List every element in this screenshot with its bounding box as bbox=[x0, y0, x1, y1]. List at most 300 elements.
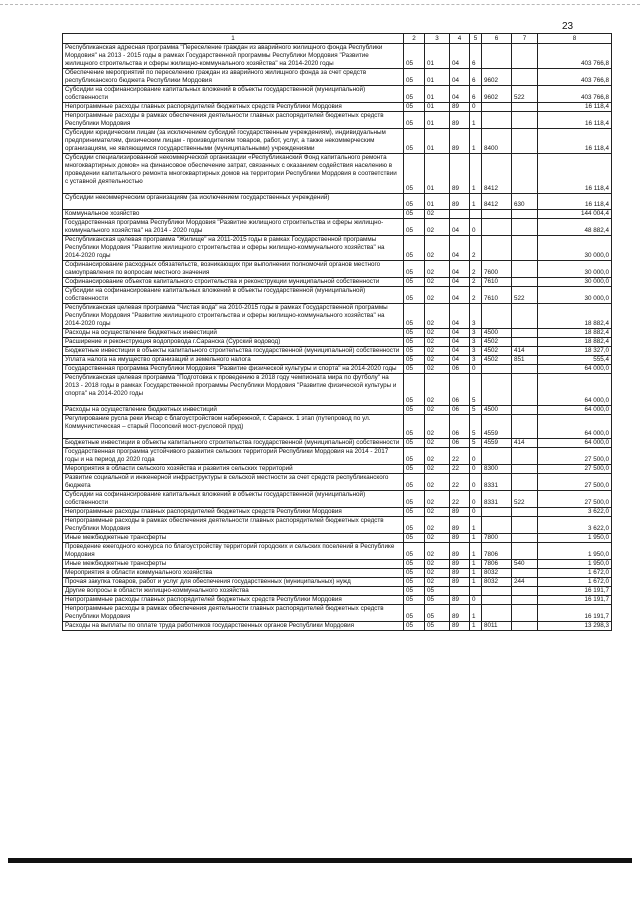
row-subprogram-code: 6 bbox=[470, 69, 482, 86]
row-target-article bbox=[482, 219, 512, 236]
row-program-code: 22 bbox=[450, 474, 470, 491]
row-target-article bbox=[482, 44, 512, 69]
table-row bbox=[63, 534, 612, 543]
row-subprogram-code: 1 bbox=[470, 112, 482, 129]
row-expense-type: 414 bbox=[512, 347, 538, 356]
table-row bbox=[63, 596, 612, 605]
row-program-code: 04 bbox=[450, 356, 470, 365]
row-program-code: 89 bbox=[450, 194, 470, 210]
row-amount: 16 118,4 bbox=[538, 112, 612, 129]
row-section-code: 05 bbox=[404, 261, 425, 278]
row-subprogram-code: 3 bbox=[470, 329, 482, 338]
table-row bbox=[63, 560, 612, 569]
row-expense-type bbox=[512, 304, 538, 329]
row-amount: 18 882,4 bbox=[538, 304, 612, 329]
row-amount: 64 000,0 bbox=[538, 415, 612, 439]
row-subsection-code: 01 bbox=[425, 129, 450, 154]
row-section-code: 05 bbox=[404, 439, 425, 448]
row-target-article bbox=[482, 304, 512, 329]
row-section-code: 05 bbox=[404, 112, 425, 129]
row-amount: 403 766,8 bbox=[538, 69, 612, 86]
row-program-code: 22 bbox=[450, 465, 470, 474]
row-amount: 16 118,4 bbox=[538, 154, 612, 194]
row-target-article: 8032 bbox=[482, 578, 512, 587]
row-section-code: 05 bbox=[404, 210, 425, 219]
row-expense-type bbox=[512, 543, 538, 560]
row-description: Коммунальное хозяйство bbox=[63, 210, 404, 219]
row-subsection-code: 01 bbox=[425, 44, 450, 69]
row-subsection-code: 01 bbox=[425, 194, 450, 210]
table-row bbox=[63, 374, 612, 406]
row-description: Государственная программа Республики Мордовия "Развитие жилищного строительства и сферы жилищно-коммунального хозяйства" на 2014 - 2020 годы bbox=[63, 219, 404, 236]
table-row bbox=[63, 219, 612, 236]
row-target-article: 8412 bbox=[482, 154, 512, 194]
row-subsection-code: 02 bbox=[425, 560, 450, 569]
table-row bbox=[63, 365, 612, 374]
row-description: Расходы на осуществление бюджетных инвестиций bbox=[63, 329, 404, 338]
row-subprogram-code: 2 bbox=[470, 236, 482, 261]
row-description: Республиканская целевая программа "Жилище" на 2011-2015 годы в рамках Государственной программы Республики Мордовия "Развитие жилищного строительства и сферы жилищно-коммунального хозяйства" на 2014-2020 годы bbox=[63, 236, 404, 261]
row-amount: 27 500,0 bbox=[538, 465, 612, 474]
col-header-3: 3 bbox=[425, 34, 450, 44]
row-program-code: 89 bbox=[450, 517, 470, 534]
row-subprogram-code: 0 bbox=[470, 491, 482, 508]
row-section-code: 05 bbox=[404, 569, 425, 578]
row-amount: 18 327,0 bbox=[538, 347, 612, 356]
row-amount: 555,4 bbox=[538, 356, 612, 365]
row-amount: 1 672,0 bbox=[538, 569, 612, 578]
row-description: Субсидии некоммерческим организациям (за исключением государственных учреждений) bbox=[63, 194, 404, 210]
row-amount: 3 622,0 bbox=[538, 508, 612, 517]
row-expense-type bbox=[512, 534, 538, 543]
row-program-code: 06 bbox=[450, 406, 470, 415]
row-amount: 13 298,3 bbox=[538, 622, 612, 631]
row-program-code: 89 bbox=[450, 569, 470, 578]
row-target-article: 4502 bbox=[482, 338, 512, 347]
row-subprogram-code: 1 bbox=[470, 154, 482, 194]
table-row bbox=[63, 448, 612, 465]
row-subsection-code: 02 bbox=[425, 517, 450, 534]
row-description: Республиканская адресная программа "Переселение граждан из аварийного жилищного фонда Республики Мордовия" на 2013 - 2015 годы в рамках Государственной программы Республики Мордовия "Развитие жилищного строительства и сферы жилищно-коммунального хозяйства" на 2014-2020 годы bbox=[63, 44, 404, 69]
row-description: Мероприятия в области коммунального хозяйства bbox=[63, 569, 404, 578]
row-section-code: 05 bbox=[404, 543, 425, 560]
row-expense-type bbox=[512, 374, 538, 406]
table-row bbox=[63, 491, 612, 508]
row-amount: 27 500,0 bbox=[538, 491, 612, 508]
row-subsection-code: 02 bbox=[425, 439, 450, 448]
row-subsection-code: 02 bbox=[425, 474, 450, 491]
row-description: Регулирование русла реки Инсар с благоустройством набережной, г. Саранск. 1 этап (путепровод по ул. Коммунистическая – старый Посопский мост-русловой пруд) bbox=[63, 415, 404, 439]
row-program-code: 06 bbox=[450, 439, 470, 448]
row-description: Субсидии на софинансирование капитальных вложений в объекты государственной (муниципальной) собственности bbox=[63, 287, 404, 304]
row-amount: 16 118,4 bbox=[538, 103, 612, 112]
row-program-code: 04 bbox=[450, 236, 470, 261]
row-section-code: 05 bbox=[404, 578, 425, 587]
row-subsection-code: 02 bbox=[425, 508, 450, 517]
row-section-code: 05 bbox=[404, 356, 425, 365]
row-section-code: 05 bbox=[404, 278, 425, 287]
table-row bbox=[63, 69, 612, 86]
table-row bbox=[63, 543, 612, 560]
row-program-code: 89 bbox=[450, 543, 470, 560]
row-description: Субсидии специализированной некоммерческой организации «Республиканский Фонд капитального ремонта многоквартирных домов» на финансовое обеспечение затрат, связанных с оказанием содействия населению в проведении капитального ремонта многоквартирных домов на территории Республики Мордовия в соответствии с уставной деятельностью bbox=[63, 154, 404, 194]
row-subprogram-code: 2 bbox=[470, 278, 482, 287]
row-description: Субсидии на софинансирование капитальных вложений в объекты государственной (муниципальной) собственности bbox=[63, 86, 404, 103]
row-amount: 30 000,0 bbox=[538, 278, 612, 287]
table-row bbox=[63, 406, 612, 415]
row-section-code: 05 bbox=[404, 365, 425, 374]
row-subsection-code: 02 bbox=[425, 365, 450, 374]
row-subprogram-code: 1 bbox=[470, 578, 482, 587]
row-description: Софинансирование расходных обязательств, возникающих при выполнении полномочий органов местного самоуправления по вопросам местного значения bbox=[63, 261, 404, 278]
row-program-code: 04 bbox=[450, 304, 470, 329]
row-program-code bbox=[450, 587, 470, 596]
row-section-code: 05 bbox=[404, 587, 425, 596]
row-expense-type bbox=[512, 154, 538, 194]
row-expense-type bbox=[512, 278, 538, 287]
row-expense-type: 244 bbox=[512, 578, 538, 587]
row-description: Непрограммные расходы в рамках обеспечения деятельности главных распорядителей бюджетных средств Республики Мордовия bbox=[63, 605, 404, 622]
row-section-code: 05 bbox=[404, 415, 425, 439]
table-row bbox=[63, 287, 612, 304]
row-section-code: 05 bbox=[404, 448, 425, 465]
table-row bbox=[63, 129, 612, 154]
row-subprogram-code: 0 bbox=[470, 596, 482, 605]
row-target-article bbox=[482, 210, 512, 219]
table-row bbox=[63, 261, 612, 278]
row-program-code: 04 bbox=[450, 44, 470, 69]
row-subprogram-code: 1 bbox=[470, 534, 482, 543]
row-section-code: 05 bbox=[404, 304, 425, 329]
row-section-code: 05 bbox=[404, 374, 425, 406]
row-subsection-code: 02 bbox=[425, 569, 450, 578]
row-section-code: 05 bbox=[404, 534, 425, 543]
row-program-code: 89 bbox=[450, 622, 470, 631]
row-subprogram-code: 0 bbox=[470, 219, 482, 236]
row-section-code: 05 bbox=[404, 508, 425, 517]
table-row bbox=[63, 517, 612, 534]
row-description: Непрограммные расходы в рамках обеспечения деятельности главных распорядителей бюджетных средств Республики Мордовия bbox=[63, 517, 404, 534]
row-section-code: 05 bbox=[404, 347, 425, 356]
row-subsection-code: 02 bbox=[425, 578, 450, 587]
col-header-8: 8 bbox=[538, 34, 612, 44]
table-row bbox=[63, 465, 612, 474]
row-program-code: 89 bbox=[450, 154, 470, 194]
row-subsection-code: 01 bbox=[425, 69, 450, 86]
row-target-article: 8400 bbox=[482, 129, 512, 154]
row-subsection-code: 02 bbox=[425, 304, 450, 329]
col-header-4: 4 bbox=[450, 34, 470, 44]
row-expense-type bbox=[512, 210, 538, 219]
table-row bbox=[63, 605, 612, 622]
row-target-article: 8331 bbox=[482, 491, 512, 508]
row-target-article: 4500 bbox=[482, 329, 512, 338]
row-section-code: 05 bbox=[404, 86, 425, 103]
row-subprogram-code bbox=[470, 587, 482, 596]
row-subsection-code: 05 bbox=[425, 587, 450, 596]
row-amount: 30 000,0 bbox=[538, 261, 612, 278]
row-amount: 64 000,0 bbox=[538, 439, 612, 448]
row-subprogram-code: 1 bbox=[470, 622, 482, 631]
table-row bbox=[63, 304, 612, 329]
row-subsection-code: 02 bbox=[425, 329, 450, 338]
table-row bbox=[63, 194, 612, 210]
row-subsection-code: 02 bbox=[425, 534, 450, 543]
row-expense-type bbox=[512, 329, 538, 338]
row-description: Прочая закупка товаров, работ и услуг для обеспечения государственных (муниципальных) нужд bbox=[63, 578, 404, 587]
row-amount: 16 191,7 bbox=[538, 596, 612, 605]
row-program-code: 89 bbox=[450, 605, 470, 622]
row-expense-type bbox=[512, 406, 538, 415]
row-amount: 18 882,4 bbox=[538, 329, 612, 338]
row-subprogram-code bbox=[470, 210, 482, 219]
table-row bbox=[63, 587, 612, 596]
row-subsection-code: 02 bbox=[425, 338, 450, 347]
row-amount: 27 500,0 bbox=[538, 474, 612, 491]
row-section-code: 05 bbox=[404, 622, 425, 631]
row-subprogram-code: 1 bbox=[470, 129, 482, 154]
table-row bbox=[63, 112, 612, 129]
row-target-article: 7806 bbox=[482, 560, 512, 569]
row-target-article: 8412 bbox=[482, 194, 512, 210]
row-subsection-code: 01 bbox=[425, 103, 450, 112]
row-description: Иные межбюджетные трансферты bbox=[63, 534, 404, 543]
row-subsection-code: 02 bbox=[425, 465, 450, 474]
row-subsection-code: 02 bbox=[425, 347, 450, 356]
row-section-code: 05 bbox=[404, 605, 425, 622]
row-program-code: 04 bbox=[450, 86, 470, 103]
row-description: Уплата налога на имущество организаций и земельного налога bbox=[63, 356, 404, 365]
row-program-code: 04 bbox=[450, 347, 470, 356]
row-program-code: 89 bbox=[450, 596, 470, 605]
row-expense-type bbox=[512, 605, 538, 622]
row-section-code: 05 bbox=[404, 329, 425, 338]
row-description: Государственная программа Республики Мордовия "Развитие физической культуры и спорта" на 2014-2020 годы bbox=[63, 365, 404, 374]
row-expense-type: 630 bbox=[512, 194, 538, 210]
row-description: Республиканская целевая программа "Чистая вода" на 2010-2015 годы в рамках Государственной программы Республики Мордовия "Развитие жилищного строительства и сферы жилищно-коммунального хозяйства" на 2014-2020 годы bbox=[63, 304, 404, 329]
row-target-article: 8331 bbox=[482, 474, 512, 491]
row-amount: 403 766,8 bbox=[538, 86, 612, 103]
row-target-article bbox=[482, 112, 512, 129]
row-target-article bbox=[482, 596, 512, 605]
row-expense-type bbox=[512, 129, 538, 154]
row-subsection-code: 02 bbox=[425, 448, 450, 465]
row-amount: 64 000,0 bbox=[538, 365, 612, 374]
row-expense-type bbox=[512, 44, 538, 69]
table-row bbox=[63, 356, 612, 365]
col-header-1: 1 bbox=[63, 34, 404, 44]
row-target-article: 4559 bbox=[482, 439, 512, 448]
row-expense-type bbox=[512, 517, 538, 534]
row-program-code: 89 bbox=[450, 112, 470, 129]
table-row bbox=[63, 338, 612, 347]
row-section-code: 05 bbox=[404, 406, 425, 415]
row-subsection-code: 05 bbox=[425, 605, 450, 622]
table-row bbox=[63, 439, 612, 448]
row-expense-type bbox=[512, 596, 538, 605]
table-row bbox=[63, 474, 612, 491]
row-section-code: 05 bbox=[404, 44, 425, 69]
row-program-code: 04 bbox=[450, 261, 470, 278]
row-description: Непрограммные расходы главных распорядителей бюджетных средств Республики Мордовия bbox=[63, 596, 404, 605]
row-expense-type: 851 bbox=[512, 356, 538, 365]
row-expense-type bbox=[512, 448, 538, 465]
row-target-article bbox=[482, 508, 512, 517]
row-target-article: 4502 bbox=[482, 347, 512, 356]
row-subsection-code: 02 bbox=[425, 543, 450, 560]
row-program-code: 22 bbox=[450, 448, 470, 465]
row-target-article bbox=[482, 103, 512, 112]
row-program-code: 89 bbox=[450, 560, 470, 569]
table-row bbox=[63, 86, 612, 103]
row-program-code: 06 bbox=[450, 415, 470, 439]
row-amount: 16 118,4 bbox=[538, 194, 612, 210]
row-expense-type bbox=[512, 261, 538, 278]
table-row bbox=[63, 210, 612, 219]
col-header-7: 7 bbox=[512, 34, 538, 44]
row-subsection-code: 02 bbox=[425, 287, 450, 304]
row-section-code: 05 bbox=[404, 517, 425, 534]
row-section-code: 05 bbox=[404, 491, 425, 508]
table-row bbox=[63, 415, 612, 439]
row-subprogram-code: 0 bbox=[470, 508, 482, 517]
row-description: Непрограммные расходы в рамках обеспечения деятельности главных распорядителей бюджетных средств Республики Мордовия bbox=[63, 112, 404, 129]
row-subsection-code: 02 bbox=[425, 415, 450, 439]
row-amount: 16 191,7 bbox=[538, 587, 612, 596]
row-subsection-code: 01 bbox=[425, 86, 450, 103]
col-header-6: 6 bbox=[482, 34, 512, 44]
row-subprogram-code: 0 bbox=[470, 365, 482, 374]
row-program-code: 04 bbox=[450, 338, 470, 347]
row-amount: 18 882,4 bbox=[538, 338, 612, 347]
row-description: Бюджетные инвестиции в объекты капитального строительства государственной (муниципальной) собственности bbox=[63, 439, 404, 448]
row-description: Непрограммные расходы главных распорядителей бюджетных средств Республики Мордовия bbox=[63, 103, 404, 112]
row-description: Государственная программа устойчивого развития сельских территорий Республики Мордовия на 2014 - 2017 годы и на период до 2020 года bbox=[63, 448, 404, 465]
col-header-5: 5 bbox=[470, 34, 482, 44]
row-description: Расходы на выплаты по оплате труда работников государственных органов Республики Мордовия bbox=[63, 622, 404, 631]
row-amount: 1 950,0 bbox=[538, 534, 612, 543]
row-program-code: 04 bbox=[450, 278, 470, 287]
row-section-code: 05 bbox=[404, 465, 425, 474]
row-section-code: 05 bbox=[404, 236, 425, 261]
row-section-code: 05 bbox=[404, 596, 425, 605]
row-amount: 64 000,0 bbox=[538, 374, 612, 406]
page-number: 23 bbox=[562, 21, 574, 32]
row-target-article: 4559 bbox=[482, 415, 512, 439]
row-section-code: 05 bbox=[404, 129, 425, 154]
row-amount: 64 000,0 bbox=[538, 406, 612, 415]
row-amount: 3 622,0 bbox=[538, 517, 612, 534]
row-section-code: 05 bbox=[404, 338, 425, 347]
row-expense-type bbox=[512, 569, 538, 578]
row-subprogram-code: 5 bbox=[470, 439, 482, 448]
row-program-code: 89 bbox=[450, 534, 470, 543]
row-subprogram-code: 1 bbox=[470, 560, 482, 569]
row-program-code: 04 bbox=[450, 329, 470, 338]
row-amount: 144 004,4 bbox=[538, 210, 612, 219]
row-program-code: 89 bbox=[450, 508, 470, 517]
row-description: Софинансирование объектов капитального строительства и реконструкции муниципальной собственности bbox=[63, 278, 404, 287]
table-row bbox=[63, 236, 612, 261]
row-program-code: 04 bbox=[450, 287, 470, 304]
row-expense-type: 540 bbox=[512, 560, 538, 569]
row-subprogram-code: 5 bbox=[470, 406, 482, 415]
row-description: Республиканская целевая программа "Подготовка к проведению в 2018 году чемпионата мира по футболу" на 2013 - 2018 годы в рамках Государственной программы Республики Мордовия "Развитие физической культуры и спорта" на 2014-2020 годы bbox=[63, 374, 404, 406]
row-subsection-code: 05 bbox=[425, 622, 450, 631]
row-expense-type bbox=[512, 622, 538, 631]
row-description: Иные межбюджетные трансферты bbox=[63, 560, 404, 569]
row-amount: 30 000,0 bbox=[538, 287, 612, 304]
row-section-code: 05 bbox=[404, 69, 425, 86]
row-section-code: 05 bbox=[404, 287, 425, 304]
scan-top-edge bbox=[0, 4, 640, 5]
row-target-article: 4500 bbox=[482, 406, 512, 415]
row-amount: 1 950,0 bbox=[538, 543, 612, 560]
table-row bbox=[63, 44, 612, 69]
row-description: Обеспечение мероприятий по переселению граждан из аварийного жилищного фонда за счет средств республиканского бюджета Республики Мордовия bbox=[63, 69, 404, 86]
row-subprogram-code: 3 bbox=[470, 356, 482, 365]
budget-table bbox=[62, 33, 612, 631]
row-description: Субсидии на софинансирование капитальных вложений в объекты государственной (муниципальной) собственности bbox=[63, 491, 404, 508]
row-amount: 30 000,0 bbox=[538, 236, 612, 261]
row-program-code: 22 bbox=[450, 491, 470, 508]
row-subprogram-code: 5 bbox=[470, 374, 482, 406]
table-row bbox=[63, 278, 612, 287]
row-amount: 1 672,0 bbox=[538, 578, 612, 587]
row-subprogram-code: 0 bbox=[470, 465, 482, 474]
row-expense-type: 414 bbox=[512, 439, 538, 448]
row-target-article bbox=[482, 517, 512, 534]
row-expense-type bbox=[512, 415, 538, 439]
row-subprogram-code: 6 bbox=[470, 86, 482, 103]
row-section-code: 05 bbox=[404, 560, 425, 569]
table-row bbox=[63, 622, 612, 631]
row-target-article bbox=[482, 365, 512, 374]
row-subprogram-code: 1 bbox=[470, 605, 482, 622]
row-program-code: 04 bbox=[450, 69, 470, 86]
row-target-article: 7800 bbox=[482, 534, 512, 543]
table-row bbox=[63, 329, 612, 338]
row-expense-type bbox=[512, 103, 538, 112]
col-header-2: 2 bbox=[404, 34, 425, 44]
row-expense-type bbox=[512, 474, 538, 491]
row-section-code: 05 bbox=[404, 219, 425, 236]
row-description: Расходы на осуществление бюджетных инвестиций bbox=[63, 406, 404, 415]
row-subprogram-code: 0 bbox=[470, 474, 482, 491]
row-subprogram-code: 6 bbox=[470, 44, 482, 69]
table-header-row bbox=[63, 34, 612, 44]
table-row bbox=[63, 154, 612, 194]
table-row bbox=[63, 569, 612, 578]
row-subprogram-code: 1 bbox=[470, 569, 482, 578]
row-subprogram-code: 2 bbox=[470, 261, 482, 278]
row-amount: 1 950,0 bbox=[538, 560, 612, 569]
row-target-article: 7806 bbox=[482, 543, 512, 560]
row-expense-type bbox=[512, 508, 538, 517]
row-expense-type bbox=[512, 365, 538, 374]
row-description: Проведение ежегодного конкурса по благоустройству территорий городских и сельских поселений в Республике Мордовия bbox=[63, 543, 404, 560]
row-subprogram-code: 0 bbox=[470, 103, 482, 112]
row-expense-type bbox=[512, 587, 538, 596]
table-row bbox=[63, 508, 612, 517]
row-description: Другие вопросы в области жилищно-коммунального хозяйства bbox=[63, 587, 404, 596]
row-amount: 48 882,4 bbox=[538, 219, 612, 236]
row-description: Расширение и реконструкция водопровода г.Саранска (Сурский водовод) bbox=[63, 338, 404, 347]
row-section-code: 05 bbox=[404, 103, 425, 112]
row-program-code: 06 bbox=[450, 365, 470, 374]
row-subprogram-code: 3 bbox=[470, 338, 482, 347]
row-expense-type bbox=[512, 112, 538, 129]
